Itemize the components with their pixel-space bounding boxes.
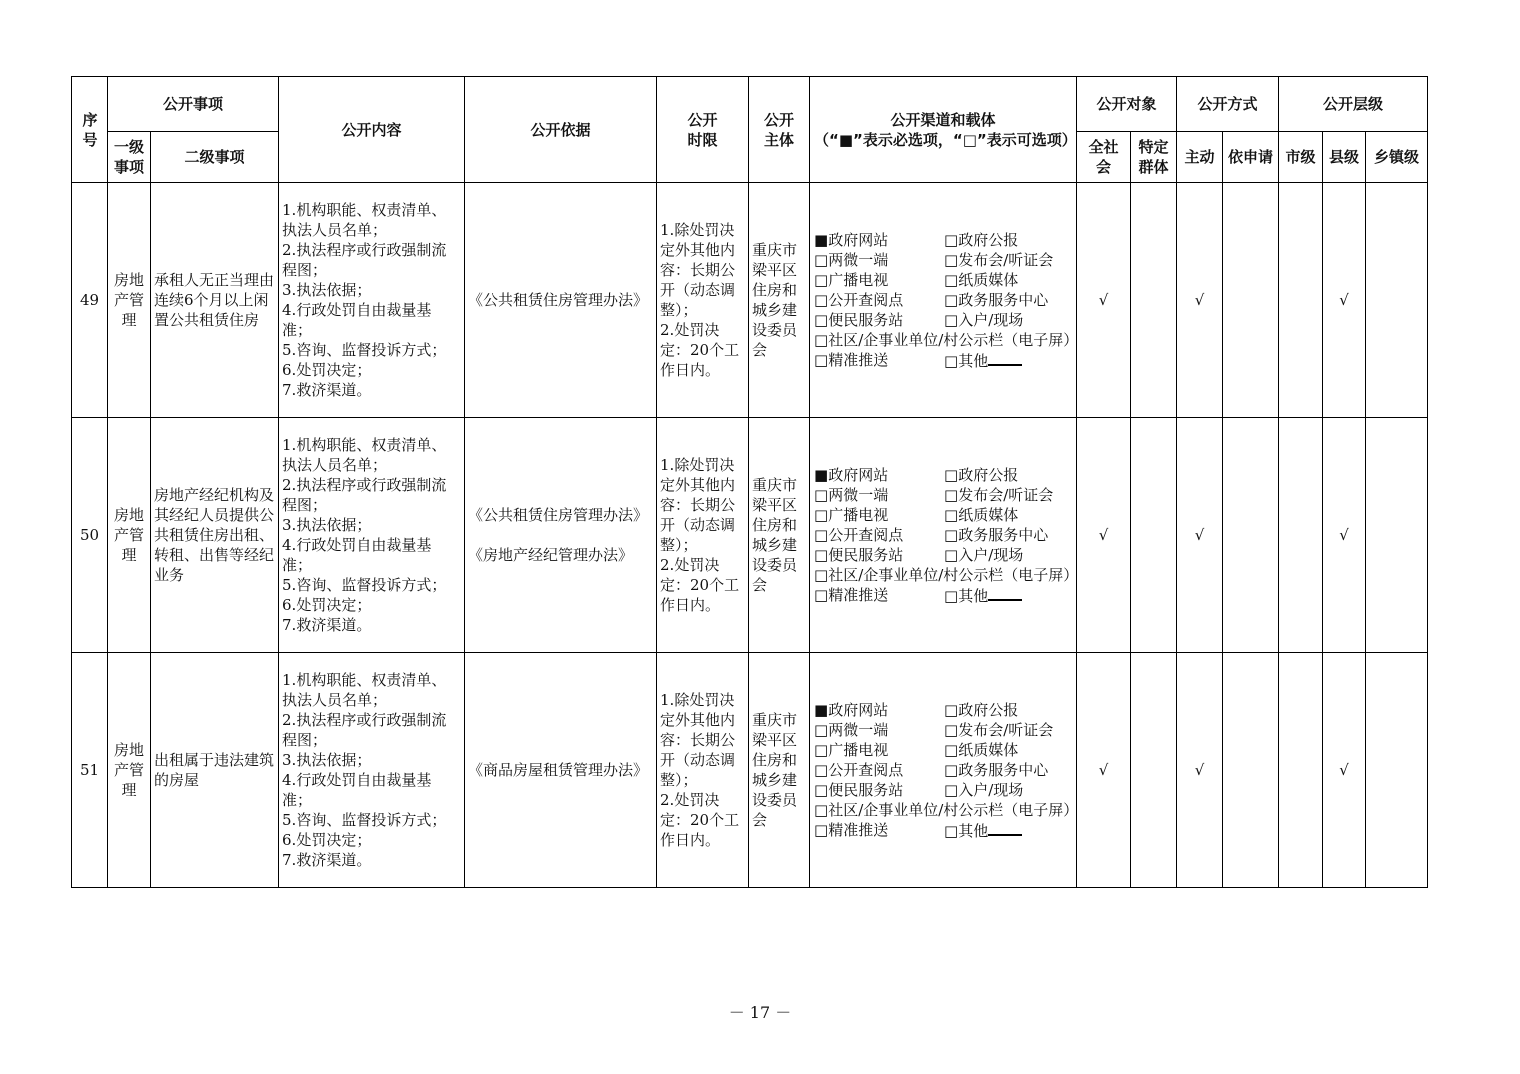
channel-press-hearing: □发布会/听证会 <box>944 720 1054 739</box>
content-cell: 1.机构职能、权责清单、执法人员名单； 2.执法程序或行政强制流程图； 3.执法依据； 4.行政处罚自由裁量基准； 5.咨询、监督投诉方式； 6.处罚决定； 7.救济渠道。 <box>279 418 465 653</box>
header-all-society: 全社会 <box>1077 132 1131 183</box>
table-row <box>72 653 1428 888</box>
header-item: 公开事项 <box>108 77 279 132</box>
city-cell <box>1279 418 1323 653</box>
all-society-cell: √ <box>1077 653 1131 888</box>
basis-cell: 《公共租赁住房管理办法》 <box>465 183 657 418</box>
channel-gov-gazette: □政府公报 <box>944 230 1019 249</box>
channel-print-media: □纸质媒体 <box>944 270 1019 289</box>
channel-gov-gazette: □政府公报 <box>944 465 1019 484</box>
level2-cell: 房地产经纪机构及其经纪人员提供公共租赁住房出租、转租、出售等经纪业务 <box>151 418 279 653</box>
time-cell: 1.除处罚决定外其他内容：长期公开（动态调整）； 2.处罚决定：20个工作日内。 <box>657 183 749 418</box>
level1-cell: 房地产管理 <box>108 183 151 418</box>
level1-cell: 房地产管理 <box>108 653 151 888</box>
blank-line <box>988 585 1022 601</box>
header-channel-title: 公开渠道和载体 <box>890 110 996 129</box>
channel-onsite: □入户/现场 <box>944 310 1024 329</box>
on-request-cell <box>1223 183 1279 418</box>
channel-bulletin: □社区/企事业单位/村公示栏（电子屏） <box>814 565 1079 584</box>
county-cell: √ <box>1323 653 1366 888</box>
channel-precise-push: □精准推送 <box>814 350 889 369</box>
channel-broadcast-tv: □广播电视 <box>814 270 889 289</box>
town-cell <box>1366 653 1428 888</box>
channel-onsite: □入户/现场 <box>944 545 1024 564</box>
channel-bulletin: □社区/企事业单位/村公示栏（电子屏） <box>814 800 1079 819</box>
page-number: － 17 － <box>728 1003 792 1022</box>
level2-cell: 出租属于违法建筑的房屋 <box>151 653 279 888</box>
seq-cell: 51 <box>72 653 108 888</box>
active-cell: √ <box>1177 418 1223 653</box>
header-method: 公开方式 <box>1177 77 1279 132</box>
header-channel-note: （“■”表示必选项，“□”表示可选项） <box>814 130 1077 149</box>
channel-two-micro: □两微一端 <box>814 250 889 269</box>
header-on-request: 依申请 <box>1223 132 1279 183</box>
blank-line <box>988 350 1022 366</box>
channel-cell <box>810 183 1077 418</box>
channel-reading-point: □公开查阅点 <box>814 525 904 544</box>
header-target: 公开对象 <box>1077 77 1177 132</box>
county-cell: √ <box>1323 418 1366 653</box>
subject-cell: 重庆市梁平区住房和城乡建设委员会 <box>749 183 810 418</box>
subject-cell: 重庆市梁平区住房和城乡建设委员会 <box>749 418 810 653</box>
specific-group-cell <box>1131 653 1177 888</box>
level1-cell: 房地产管理 <box>108 418 151 653</box>
on-request-cell <box>1223 418 1279 653</box>
all-society-cell: √ <box>1077 418 1131 653</box>
channel-other: □其他 <box>944 586 989 605</box>
channel-gov-website: ■政府网站 <box>814 700 889 719</box>
specific-group-cell <box>1131 418 1177 653</box>
seq-cell: 50 <box>72 418 108 653</box>
county-cell: √ <box>1323 183 1366 418</box>
channel-print-media: □纸质媒体 <box>944 505 1019 524</box>
header-content: 公开内容 <box>279 77 465 183</box>
all-society-cell: √ <box>1077 183 1131 418</box>
town-cell <box>1366 183 1428 418</box>
level2-cell: 承租人无正当理由连续6个月以上闲置公共租赁住房 <box>151 183 279 418</box>
channel-press-hearing: □发布会/听证会 <box>944 250 1054 269</box>
channel-precise-push: □精准推送 <box>814 820 889 839</box>
active-cell: √ <box>1177 183 1223 418</box>
channel-gov-gazette: □政府公报 <box>944 700 1019 719</box>
header-subject: 公开 主体 <box>749 77 810 183</box>
header-specific-group: 特定群体 <box>1131 132 1177 183</box>
city-cell <box>1279 653 1323 888</box>
channel-cell <box>810 653 1077 888</box>
header-level1: 一级事项 <box>108 132 151 183</box>
channel-gov-website: ■政府网站 <box>814 465 889 484</box>
header-active: 主动 <box>1177 132 1223 183</box>
channel-service-center: □政务服务中心 <box>944 525 1049 544</box>
channel-broadcast-tv: □广播电视 <box>814 740 889 759</box>
channel-two-micro: □两微一端 <box>814 485 889 504</box>
channel-bulletin: □社区/企事业单位/村公示栏（电子屏） <box>814 330 1079 349</box>
channel-cell <box>810 418 1077 653</box>
channel-print-media: □纸质媒体 <box>944 740 1019 759</box>
channel-onsite: □入户/现场 <box>944 780 1024 799</box>
header-basis: 公开依据 <box>465 77 657 183</box>
specific-group-cell <box>1131 183 1177 418</box>
basis-cell: 《商品房屋租赁管理办法》 <box>465 653 657 888</box>
content-cell: 1.机构职能、权责清单、执法人员名单； 2.执法程序或行政强制流程图； 3.执法依据； 4.行政处罚自由裁量基准； 5.咨询、监督投诉方式； 6.处罚决定； 7.救济渠道。 <box>279 183 465 418</box>
basis-cell: 《公共租赁住房管理办法》 《房地产经纪管理办法》 <box>465 418 657 653</box>
header-level2: 二级事项 <box>151 132 279 183</box>
channel-service-station: □便民服务站 <box>814 780 904 799</box>
header-channel <box>810 77 1077 183</box>
time-cell: 1.除处罚决定外其他内容：长期公开（动态调整）； 2.处罚决定：20个工作日内。 <box>657 653 749 888</box>
channel-two-micro: □两微一端 <box>814 720 889 739</box>
channel-other: □其他 <box>944 821 989 840</box>
channel-service-center: □政务服务中心 <box>944 290 1049 309</box>
header-level: 公开层级 <box>1279 77 1428 132</box>
city-cell <box>1279 183 1323 418</box>
blank-line <box>988 820 1022 836</box>
channel-service-station: □便民服务站 <box>814 310 904 329</box>
channel-broadcast-tv: □广播电视 <box>814 505 889 524</box>
on-request-cell <box>1223 653 1279 888</box>
seq-cell: 49 <box>72 183 108 418</box>
channel-precise-push: □精准推送 <box>814 585 889 604</box>
table-row <box>72 418 1428 653</box>
active-cell: √ <box>1177 653 1223 888</box>
table-row <box>72 183 1428 418</box>
channel-other: □其他 <box>944 351 989 370</box>
channel-gov-website: ■政府网站 <box>814 230 889 249</box>
time-cell: 1.除处罚决定外其他内容：长期公开（动态调整）； 2.处罚决定：20个工作日内。 <box>657 418 749 653</box>
town-cell <box>1366 418 1428 653</box>
disclosure-table <box>71 76 1428 888</box>
channel-press-hearing: □发布会/听证会 <box>944 485 1054 504</box>
subject-cell: 重庆市梁平区住房和城乡建设委员会 <box>749 653 810 888</box>
header-town: 乡镇级 <box>1366 132 1428 183</box>
header-county: 县级 <box>1323 132 1366 183</box>
channel-reading-point: □公开查阅点 <box>814 290 904 309</box>
header-time: 公开 时限 <box>657 77 749 183</box>
header-seq: 序号 <box>72 77 108 183</box>
channel-service-center: □政务服务中心 <box>944 760 1049 779</box>
header-city: 市级 <box>1279 132 1323 183</box>
channel-reading-point: □公开查阅点 <box>814 760 904 779</box>
channel-service-station: □便民服务站 <box>814 545 904 564</box>
content-cell: 1.机构职能、权责清单、执法人员名单； 2.执法程序或行政强制流程图； 3.执法依据； 4.行政处罚自由裁量基准； 5.咨询、监督投诉方式； 6.处罚决定； 7.救济渠道。 <box>279 653 465 888</box>
